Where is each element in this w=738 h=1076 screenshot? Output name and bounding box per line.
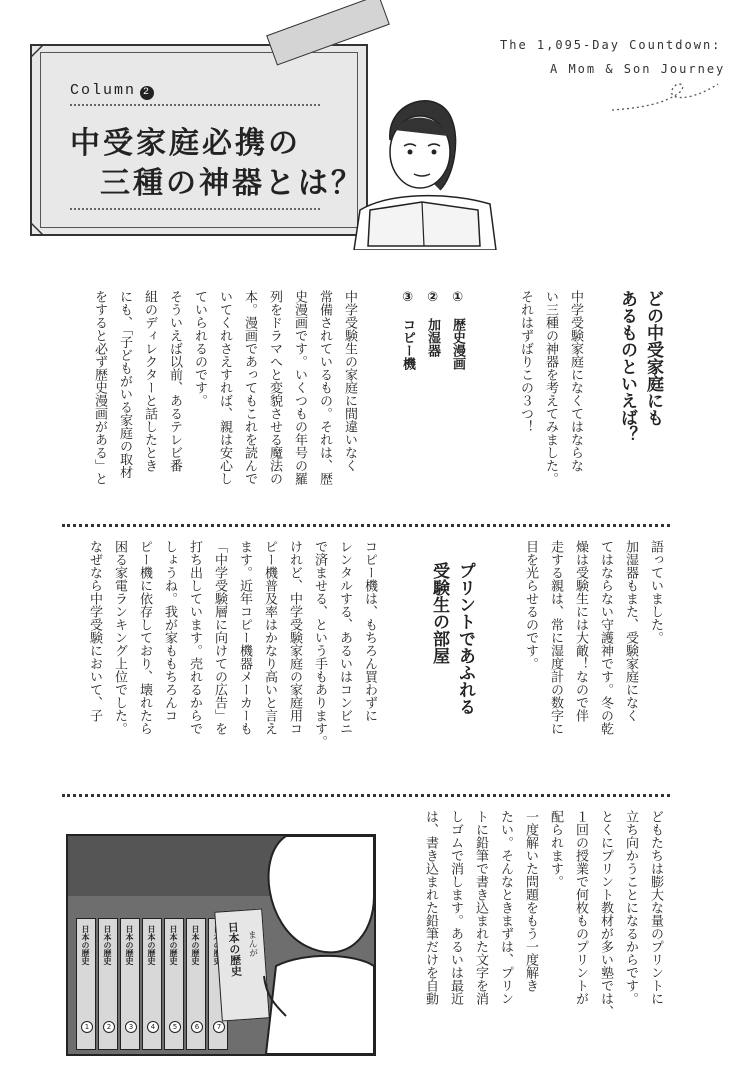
text-line: 走する親は、常に湿度計の数字に: [548, 540, 563, 735]
text-line: しょうね。我が家ももちろんコ: [162, 540, 177, 722]
section-divider: [62, 794, 670, 797]
book-spine-title: 日本の歴史: [103, 925, 112, 965]
book-spine-title: 日本の歴史: [147, 925, 156, 965]
text-line: 打ち出しています。売れるからで: [187, 540, 202, 735]
section3-body: [392, 810, 668, 1050]
corner-icon: [30, 216, 50, 236]
text-line: レンタルする、あるいはコンビニ: [337, 540, 352, 735]
book-spine-number: 5: [169, 1021, 181, 1033]
text-line: 困る家電ランキング上位でした。: [112, 540, 127, 735]
text-line: 一度解いた問題をもう一度解き: [523, 810, 538, 992]
title-line-2: 三種の神器とは？: [100, 166, 364, 201]
manga-panel-illustration: [66, 834, 376, 1056]
dotted-divider: [70, 104, 320, 106]
book-spine: [76, 918, 96, 1050]
book-spine-title: 日本の歴史: [169, 925, 178, 965]
column-number-badge: 2: [140, 86, 154, 100]
text-line: しゴムで消します。あるいは最近: [448, 810, 463, 1005]
text-line: １回の授業で何枚ものプリントが: [573, 810, 588, 1005]
list-item: ① 歴史漫画: [450, 290, 465, 370]
text-line: 史漫画です。いくつもの年号の羅: [292, 290, 307, 485]
column-label-text: Column: [70, 82, 137, 99]
section2-heading: [416, 562, 478, 766]
list-item: ③ コピー機: [400, 290, 415, 370]
book-spine-number: 2: [103, 1021, 115, 1033]
section2-heading-line2: 受験生の部屋: [429, 562, 449, 664]
book-spine: [98, 918, 118, 1050]
mother-reading-illustration: [350, 80, 500, 250]
section2-body-b: [62, 540, 382, 766]
text-line: コピー機は、もちろん買わずに: [362, 540, 377, 722]
text-line: い三種の神器を考えてみました。: [543, 290, 558, 485]
book-spine: [164, 918, 184, 1050]
book-spine-number: 7: [213, 1021, 225, 1033]
book-spine-title: 日本の歴史: [81, 925, 90, 965]
section1-heading-line1: どの中受家庭にも: [643, 290, 663, 426]
text-line: 配られます。: [548, 810, 563, 888]
section1-body: [62, 290, 362, 516]
section2-heading-line1: プリントであふれる: [455, 562, 475, 715]
title-line-1: 中受家庭必携の: [70, 126, 301, 161]
section1-heading-line2: あるものといえば？: [617, 290, 637, 443]
text-line: 常備されているもの。それは、歴: [317, 290, 332, 485]
dotted-divider: [70, 208, 320, 210]
decorative-swirl-icon: [610, 78, 720, 118]
text-line: 加湿器もまた、受験家庭になく: [623, 540, 638, 722]
corner-icon: [30, 44, 50, 64]
book-spine-number: 1: [81, 1021, 93, 1033]
held-book-title: 日本の歴史: [225, 921, 243, 977]
text-line: 燥は受験生には大敵！なので伴: [573, 540, 588, 722]
held-book-subtitle: まんが: [245, 929, 258, 958]
text-line: 組のディレクターと話したとき: [142, 290, 157, 472]
book-spine-title: 日本の歴史: [191, 925, 200, 965]
text-line: トに鉛筆で書き込まれた文字を消: [473, 810, 488, 1005]
book-spine-number: 6: [191, 1021, 203, 1033]
text-line: そういえば以前、あるテレビ番: [167, 290, 182, 472]
text-line: で済ませる、という手もあります。: [312, 540, 327, 748]
book-spine: [142, 918, 162, 1050]
header-series-title: The 1,095-Day Countdown:: [500, 38, 722, 52]
text-line: ピー機普及率はかなり高いと言え: [262, 540, 277, 735]
text-line: 本。漫画であってもこれを読んで: [242, 290, 257, 485]
text-line: 中学受験生の家庭に間違いなく: [342, 290, 357, 472]
text-line: をすると必ず歴史漫画がある」と: [92, 290, 107, 485]
text-line: ピー機に依存しており、壊れたら: [137, 540, 152, 735]
text-line: 「中学受験層に向けての広告」を: [212, 540, 227, 735]
text-line: 立ち向かうことになるからです。: [623, 810, 638, 1005]
text-line: とくにプリント教材が多い塾では、: [598, 810, 613, 1018]
text-line: 目を光らせるのです。: [523, 540, 538, 670]
book-spine: [186, 918, 206, 1050]
header-series-subtitle: A Mom & Son Journey: [550, 62, 726, 76]
book-spine-title: 日本の歴史: [125, 925, 134, 965]
text-line: たい。そんなときまずは、プリン: [498, 810, 513, 1005]
book-spine-number: 4: [147, 1021, 159, 1033]
text-line: けれど、中学受験家庭の家庭用コ: [287, 540, 302, 735]
section1-intro: [498, 290, 588, 516]
text-line: いてくれさえすれば、親は安心し: [217, 290, 232, 485]
text-line: 中学受験家庭になくてはならな: [568, 290, 583, 472]
list-item: ② 加湿器: [425, 290, 440, 357]
text-line: どもたちは膨大な量のプリントに: [648, 810, 663, 1005]
text-line: にも、「子どもがいる家庭の取材: [117, 290, 132, 479]
text-line: なぜなら中学受験において、子: [87, 540, 102, 722]
book-spine-number: 3: [125, 1021, 137, 1033]
section-divider: [62, 524, 670, 527]
text-line: それはずばりこの３つ！: [518, 290, 533, 433]
three-items-list: [390, 290, 470, 516]
text-line: は、書き込まれた鉛筆だけを自動: [423, 810, 438, 1005]
column-label: [70, 82, 154, 100]
text-line: ます。近年コピー機器メーカーも: [237, 540, 252, 735]
text-line: 列をドラマへと変貌させる魔法の: [267, 290, 282, 485]
book-spine: [120, 918, 140, 1050]
text-line: ていられるのです。: [192, 290, 207, 407]
text-line: 語っていました。: [648, 540, 663, 644]
section2-body-a: [512, 540, 668, 766]
section1-heading: [608, 290, 666, 490]
boy-back-illustration: [246, 836, 374, 1054]
text-line: てはならない守護神です。冬の乾: [598, 540, 613, 735]
